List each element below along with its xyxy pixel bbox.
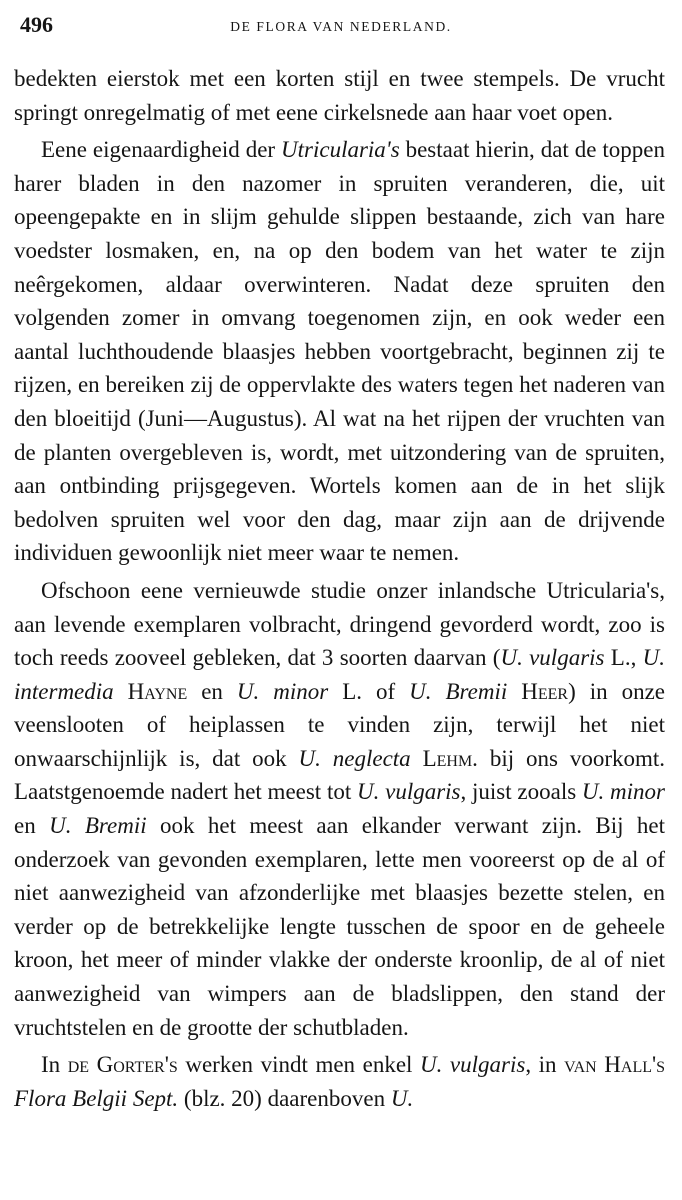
italic-text: Flora Belgii Sept. bbox=[14, 1085, 179, 1111]
paragraph bbox=[14, 1048, 665, 1115]
italic-text: U. intermedia bbox=[14, 645, 665, 704]
text-run: L. of bbox=[328, 678, 410, 704]
italic-text: U. neglecta bbox=[298, 745, 411, 771]
text-run: Eene eigenaardigheid der bbox=[41, 137, 282, 163]
italic-text: U. vulgaris bbox=[420, 1052, 526, 1078]
italic-text: U. vulgaris bbox=[357, 779, 461, 805]
text-run bbox=[114, 679, 128, 704]
small-caps-text: van Hall's bbox=[564, 1052, 666, 1078]
text-run: en bbox=[14, 813, 50, 839]
italic-text: Utricularia's bbox=[281, 137, 400, 163]
page-number: 496 bbox=[20, 12, 53, 37]
italic-text: U. Bremii bbox=[49, 813, 147, 839]
italic-text: U. minor bbox=[236, 678, 329, 704]
text-run: L., bbox=[604, 645, 643, 671]
text-run: en bbox=[187, 678, 237, 704]
page-header bbox=[20, 12, 662, 42]
small-caps-text: Lehm. bbox=[422, 745, 478, 771]
small-caps-text: Hayne bbox=[127, 678, 188, 704]
text-run bbox=[507, 679, 521, 704]
paragraph bbox=[14, 574, 665, 1044]
text-run: ) in onze veenslooten of heiplassen te vinden zijn, terwijl het niet onwaarschijnlijk is, dat ook bbox=[14, 678, 665, 771]
text-run: bedekten eierstok met een korten stijl en twee stempels. De vrucht springt onregelmatig of met eene cirkelsnede aan haar voet open. bbox=[14, 66, 665, 125]
text-run: (blz. 20) daarenboven bbox=[178, 1085, 391, 1111]
text-run: In bbox=[41, 1052, 68, 1078]
paragraph bbox=[14, 62, 665, 129]
text-run: Ofschoon eene vernieuwde studie onzer inlandsche Utricularia's, aan levende exemplaren volbracht, dringend gevorderd wordt, zoo is toch reeds zooveel gebleken, dat 3 soorten daarvan ( bbox=[14, 577, 665, 671]
text-run: bij ons voorkomt. Laatstgenoemde nadert het meest tot bbox=[14, 745, 666, 805]
text-run: ook het meest aan elkander verwant zijn. Bij het onderzoek van gevonden exemplaren, lette men vooreerst op de al of niet aanwezigheid van afzonderlijke met blaasjes bezette stelen, en verder op de betrekkelijke lengte tusschen de spoor en de geheele kroon, het meer of minder vlakke der onderste kroonlip, de al of niet aanwezigheid van wimpers aan de bladslippen, den stand der vruchtstelen en de grootte der schutbladen. bbox=[14, 813, 665, 1040]
small-caps-text: de Gorter's bbox=[67, 1052, 178, 1078]
italic-text: U. bbox=[390, 1085, 414, 1111]
text-run: werken vindt men enkel bbox=[177, 1052, 420, 1078]
italic-text: U. vulgaris bbox=[500, 645, 605, 671]
text-run: bestaat hierin, dat de toppen harer bladen in den nazomer in spruiten veranderen, die, uit opeengepakte en in slijm gehulde slippen bestaande, zich van hare voedster losmaken, en, na op den bodem van het water te zijn neêrgekomen, aldaar overwinteren. Nadat deze spruiten den volgenden zomer in omvang toegenomen zijn, en ook weder een aantal luchthoudende blaasjes hebben voortgebracht, beginnen zij te rijzen, en bereiken zij de oppervlakte des waters tegen het naderen van den bloeitijd (Juni—Augustus). Al wat na het rijpen der vruchten van de planten overgebleven is, wordt, met uitzondering van de spruiten, aan ontbinding prijsgegeven. Wortels komen aan de in het slijk bedolven spruiten wel voor den dag, maar zijn aan de drijvende individuen gewoonlijk niet meer waar te nemen. bbox=[14, 137, 665, 566]
italic-text: U. minor bbox=[581, 779, 665, 805]
text-run: , in bbox=[525, 1052, 565, 1078]
running-title: DE FLORA VAN NEDERLAND. bbox=[230, 19, 452, 34]
small-caps-text: Heer bbox=[521, 678, 569, 704]
text-run bbox=[411, 746, 423, 771]
text-run: , juist zooals bbox=[460, 779, 582, 805]
italic-text: U. Bremii bbox=[409, 678, 508, 704]
body-text bbox=[14, 62, 665, 1119]
paragraph bbox=[14, 133, 665, 570]
